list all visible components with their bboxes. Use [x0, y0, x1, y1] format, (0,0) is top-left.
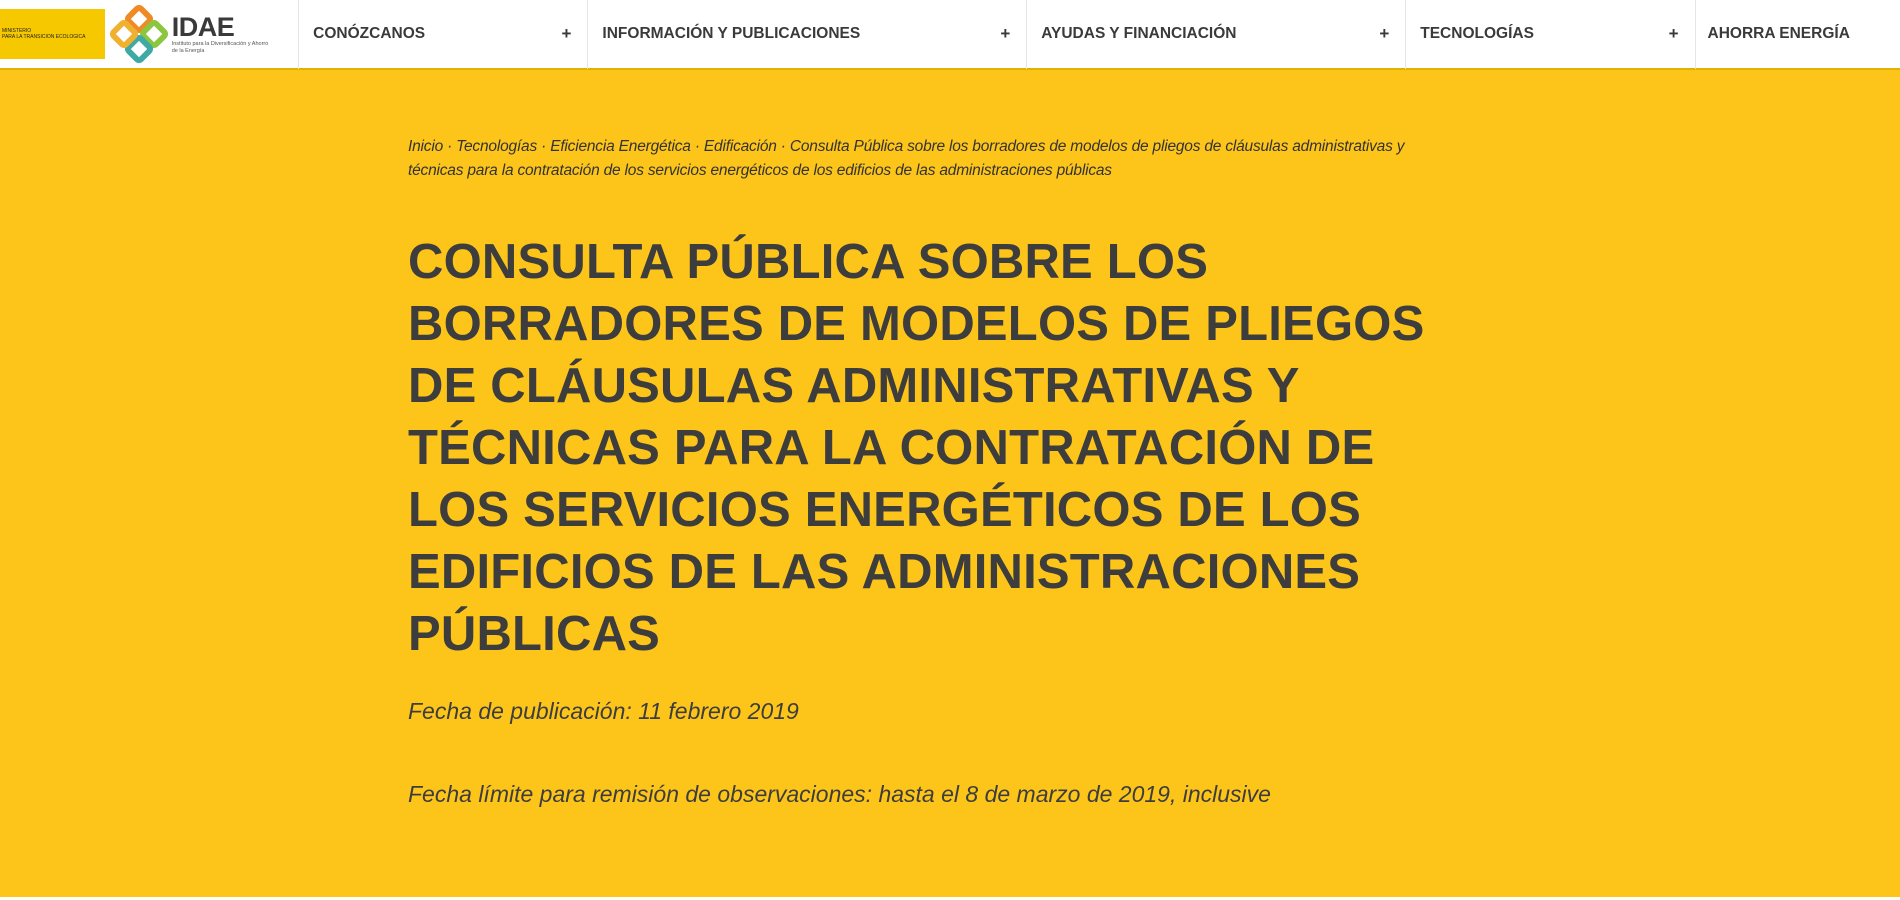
breadcrumb-link-inicio[interactable]: Inicio — [408, 138, 443, 155]
nav-item-label: AHORRA ENERGÍA — [1707, 25, 1850, 42]
breadcrumb-link-eficiencia-energetica[interactable]: Eficiencia Energética — [550, 138, 691, 155]
publication-date: Fecha de publicación: 11 febrero 2019 — [408, 697, 799, 724]
breadcrumb-link-edificacion[interactable]: Edificación — [703, 138, 777, 155]
idae-logo[interactable] — [110, 0, 299, 69]
page-title: CONSULTA PÚBLICA SOBRE LOS BORRADORES DE MODELOS DE PLIEGOS DE CLÁUSULAS ADMINISTRATIVAS Y TÉCNICAS PARA LA CONTRATACIÓN DE LOS SERVICIOS ENERGÉTICOS DE LOS EDIFICIOS DE LAS ADMINISTRACIONES PÚBLICAS — [408, 235, 1425, 661]
ministry-line-2: PARA LA TRANSICIÓN ECOLÓGICA — [2, 34, 86, 40]
idae-logo-subtitle: Instituto para la Diversificación y Ahorro de la Energía — [171, 41, 269, 54]
nav-item-label: TECNOLOGÍAS — [1420, 25, 1534, 42]
nav-item-label: INFORMACIÓN Y PUBLICACIONES — [602, 25, 861, 42]
plus-icon[interactable]: + — [561, 24, 572, 43]
plus-icon[interactable]: + — [1668, 24, 1679, 43]
idae-logo-icon — [110, 5, 168, 63]
nav-item-label: AYUDAS Y FINANCIACIÓN — [1041, 25, 1237, 42]
submission-deadline: Fecha límite para remisión de observaciones: hasta el 8 de marzo de 2019, inclusive — [408, 780, 1271, 807]
breadcrumb-separator: · — [442, 138, 457, 155]
breadcrumb-link-tecnologias[interactable]: Tecnologías — [456, 138, 537, 155]
ministry-logo[interactable] — [0, 9, 105, 59]
idae-logo-name: IDAE — [171, 12, 235, 42]
ministry-line-1: MINISTERIO — [2, 28, 32, 34]
main-content — [408, 135, 1508, 808]
nav-item-informacion-publicaciones[interactable] — [588, 0, 1027, 69]
breadcrumb-current: Consulta Pública sobre los borradores de modelos de pliegos de cláusulas administrativas y técnicas para la contratación de los servicios energéticos de los edificios de las administraciones públicas — [408, 138, 1405, 179]
top-navigation-bar — [0, 0, 1900, 70]
nav-item-ahorra-energia[interactable] — [1696, 0, 1900, 69]
nav-item-tecnologias[interactable] — [1406, 0, 1695, 69]
nav-item-label: CONÓZCANOS — [313, 25, 426, 42]
nav-item-ayudas-financiacion[interactable] — [1027, 0, 1406, 69]
breadcrumb-separator: · — [690, 138, 704, 155]
nav-item-conozcanos[interactable] — [299, 0, 588, 69]
plus-icon[interactable]: + — [1000, 24, 1011, 43]
breadcrumb-separator: · — [776, 138, 790, 155]
breadcrumb-separator: · — [537, 138, 551, 155]
plus-icon[interactable]: + — [1379, 24, 1390, 43]
breadcrumb — [408, 135, 1408, 183]
